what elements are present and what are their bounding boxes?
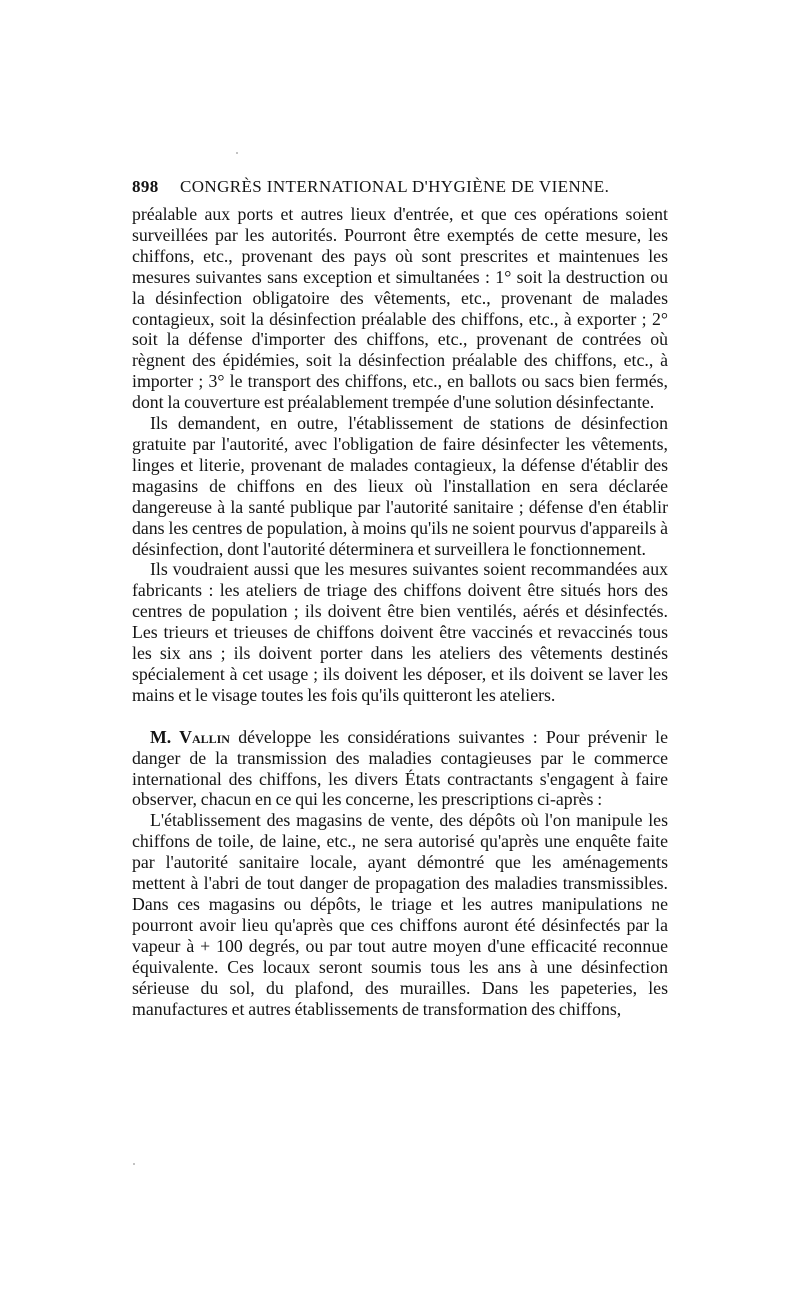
running-title: CONGRÈS INTERNATIONAL D'HYGIÈNE DE VIENNE.: [180, 177, 610, 196]
page-number: 898: [132, 177, 159, 196]
paragraph-vallin: [132, 727, 668, 811]
paragraph-magasins: L'établissement des magasins de vente, des dépôts où l'on manipule les chiffons de toile, de laine, etc., ne sera autorisé qu'après une enquête faite par l'autorité sanitaire locale, ayant démontré que les aménagements mettent à l'abri de tout danger de propagation des maladies transmissibles. Dans ces magasins ou dépôts, le triage et les autres manipulations ne pourront avoir lieu qu'après que ces chiffons auront été désinfectés par la vapeur à + 100 degrés, ou par tout autre moyen d'une efficacité reconnue équivalente. Ces locaux seront soumis tous les ans à une désinfection sérieuse du sol, du plafond, des murailles. Dans les papeteries, les manufactures et autres établissements de transformation des chiffons,: [132, 810, 668, 1019]
speaker-text: développe les considérations suivantes : Pour prévenir le danger de la transmission des maladies contagieuses par le commerce international des chiffons, les divers États contractants s'engagent à faire observer, chacun en ce qui les concerne, les prescriptions ci-après :: [132, 726, 669, 810]
book-page: [132, 176, 668, 1019]
paragraph-continuation: préalable aux ports et autres lieux d'entrée, et que ces opérations soient surveillées par les autorités. Pourront être exemptés de cette mesure, les chiffons, etc., provenant des pays où sont prescrites et maintenues les mesures suivantes sans exception et simultanées : 1° soit la destruction ou la désinfection obligatoire des vêtements, etc., provenant de malades contagieux, soit la désinfection préalable des chiffons, etc., à exporter ; 2° soit la défense d'importer des chiffons, etc., provenant de contrées où règnent des épidémies, soit la désinfection préalable des chiffons, etc., à importer ; 3° le transport des chiffons, etc., en ballots ou sacs bien fermés, dont la couverture est préalablement trempée d'une solution désinfectante.: [132, 204, 668, 413]
scan-mark-top: [236, 152, 238, 154]
speaker-name: M. Vallin: [150, 726, 230, 747]
scan-mark-bottom: [133, 1163, 135, 1165]
paragraph-fabricants: Ils voudraient aussi que les mesures suivantes soient recommandées aux fabricants : les ateliers de triage des chiffons doivent être situés hors des centres de population ; ils doivent être bien ventilés, aérés et désinfectés. Les trieurs et trieuses de chiffons doivent être vaccinés et revaccinés tous les six ans ; ils doivent porter dans les ateliers des vêtements destinés spécialement à cet usage ; ils doivent les déposer, et ils doivent se laver les mains et le visage toutes les fois qu'ils quitteront les ateliers.: [132, 559, 668, 705]
page-header: [132, 176, 668, 204]
paragraph-stations: Ils demandent, en outre, l'établissement de stations de désinfection gratuite par l'autorité, avec l'obligation de faire désinfecter les vêtements, linges et literie, provenant de malades contagieux, la défense d'établir des magasins de chiffons en des lieux où l'installation en sera déclarée dangereuse à la santé publique par l'autorité sanitaire ; défense d'en établir dans les centres de population, à moins qu'ils ne soient pourvus d'appareils à désinfection, dont l'autorité déterminera et surveillera le fonctionnement.: [132, 413, 668, 559]
